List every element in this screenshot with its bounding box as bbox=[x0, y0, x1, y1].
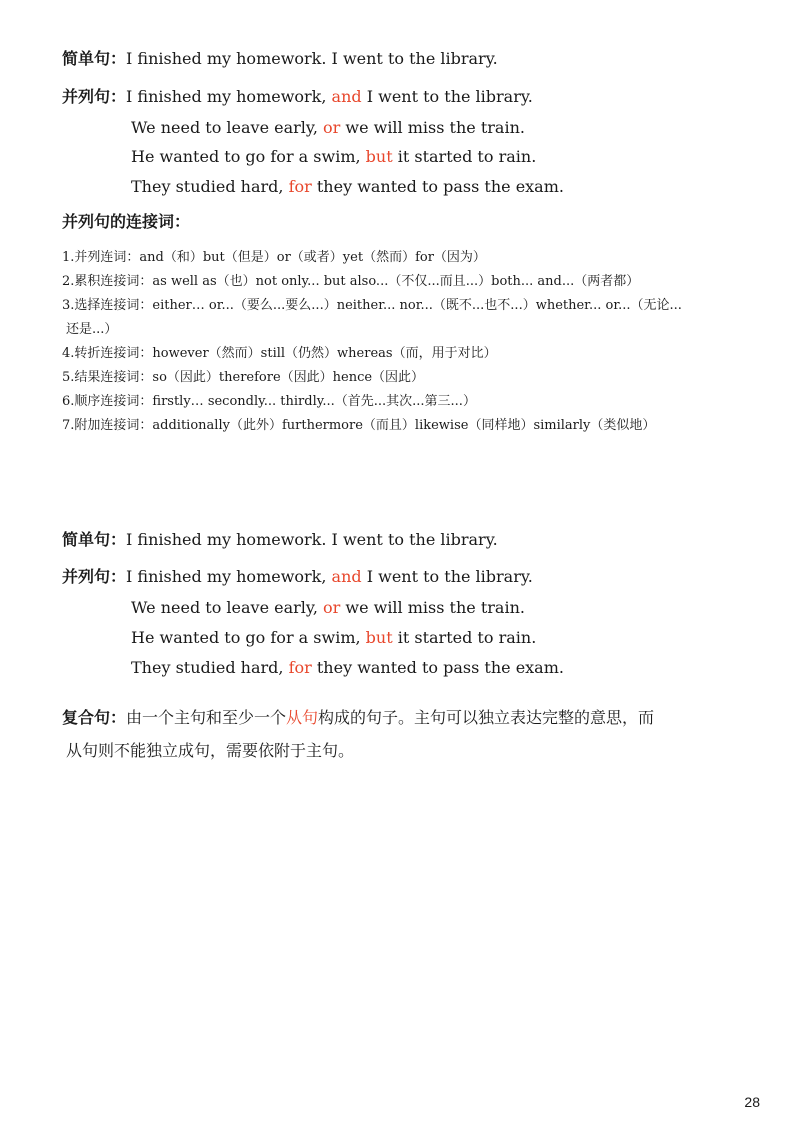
example-text: it started to rain. bbox=[392, 628, 537, 647]
compound-example bbox=[131, 628, 536, 647]
conjunction-highlight: or bbox=[323, 118, 341, 137]
example-text: I went to the library. bbox=[361, 567, 533, 586]
complex-sentence-label: 复合句： bbox=[62, 708, 127, 727]
connector-item: 3.选择连接词：either… or...（要么...要么...）neither... nor...（既不...也不...）whether... or...（无论... bbox=[62, 298, 682, 313]
example-text: He wanted to go for a swim, bbox=[131, 628, 366, 647]
example-text: they wanted to pass the exam. bbox=[311, 177, 564, 196]
compound-example bbox=[131, 658, 564, 677]
complex-definition: 构成的句子。主句可以独立表达完整的意思，而 bbox=[318, 708, 655, 727]
simple-sentence-label: 简单句： bbox=[62, 530, 127, 549]
connectors-title: 并列句的连接词： bbox=[62, 212, 191, 231]
connector-item: 7.附加连接词：additionally（此外）furthermore（而且）likewise（同样地）similarly（类似地） bbox=[62, 418, 656, 433]
compound-sentence-label: 并列句： bbox=[62, 567, 127, 586]
example-text: They studied hard, bbox=[131, 177, 289, 196]
compound-example bbox=[131, 177, 564, 196]
example-text: it started to rain. bbox=[392, 147, 537, 166]
example-text: We need to leave early, bbox=[131, 598, 323, 617]
simple-sentence-example: I finished my homework. I went to the library. bbox=[126, 530, 498, 549]
example-text: we will miss the train. bbox=[340, 118, 525, 137]
conjunction-highlight: for bbox=[288, 177, 312, 196]
example-text: they wanted to pass the exam. bbox=[311, 658, 564, 677]
simple-sentence-row bbox=[62, 46, 498, 69]
example-text: He wanted to go for a swim, bbox=[131, 147, 366, 166]
page-number: 28 bbox=[744, 1094, 760, 1110]
connector-item: 1.并列连词：and（和）but（但是）or（或者）yet（然而）for（因为） bbox=[62, 250, 486, 265]
example-text: we will miss the train. bbox=[340, 598, 525, 617]
connector-item: 2.累积连接词：as well as（也）not only... but also...（不仅...而且...）both... and...（两者都） bbox=[62, 274, 640, 289]
compound-sentence-row bbox=[62, 564, 533, 587]
example-text: I finished my homework, bbox=[126, 87, 332, 106]
conjunction-highlight: or bbox=[323, 598, 341, 617]
conjunction-highlight: but bbox=[365, 628, 393, 647]
compound-example bbox=[131, 598, 525, 617]
compound-example bbox=[131, 147, 536, 166]
conjunction-highlight: but bbox=[365, 147, 393, 166]
compound-sentence-label: 并列句： bbox=[62, 87, 127, 106]
example-text: They studied hard, bbox=[131, 658, 289, 677]
example-text: I went to the library. bbox=[361, 87, 533, 106]
simple-sentence-example: I finished my homework. I went to the library. bbox=[126, 49, 498, 68]
simple-sentence-label: 简单句： bbox=[62, 49, 127, 68]
compound-example bbox=[131, 118, 525, 137]
simple-sentence-row bbox=[62, 527, 498, 550]
example-text: I finished my homework, bbox=[126, 567, 332, 586]
complex-definition-continued: 从句则不能独立成句，需要依附于主句。 bbox=[66, 741, 355, 760]
complex-definition: 由一个主句和至少一个 bbox=[126, 708, 287, 727]
clause-highlight: 从句 bbox=[286, 708, 319, 727]
compound-sentence-row bbox=[62, 84, 533, 107]
connector-item-continued: 还是...） bbox=[66, 322, 118, 337]
connector-item: 4.转折连接词：however（然而）still（仍然）whereas（而，用于对比） bbox=[62, 346, 497, 361]
example-text: We need to leave early, bbox=[131, 118, 323, 137]
connector-item: 5.结果连接词：so（因此）therefore（因此）hence（因此） bbox=[62, 370, 425, 385]
complex-sentence-row bbox=[62, 705, 654, 728]
conjunction-highlight: and bbox=[331, 87, 362, 106]
conjunction-highlight: and bbox=[331, 567, 362, 586]
conjunction-highlight: for bbox=[288, 658, 312, 677]
connector-item: 6.顺序连接词：firstly… secondly... thirdly...（首先...其次...第三...） bbox=[62, 394, 476, 409]
